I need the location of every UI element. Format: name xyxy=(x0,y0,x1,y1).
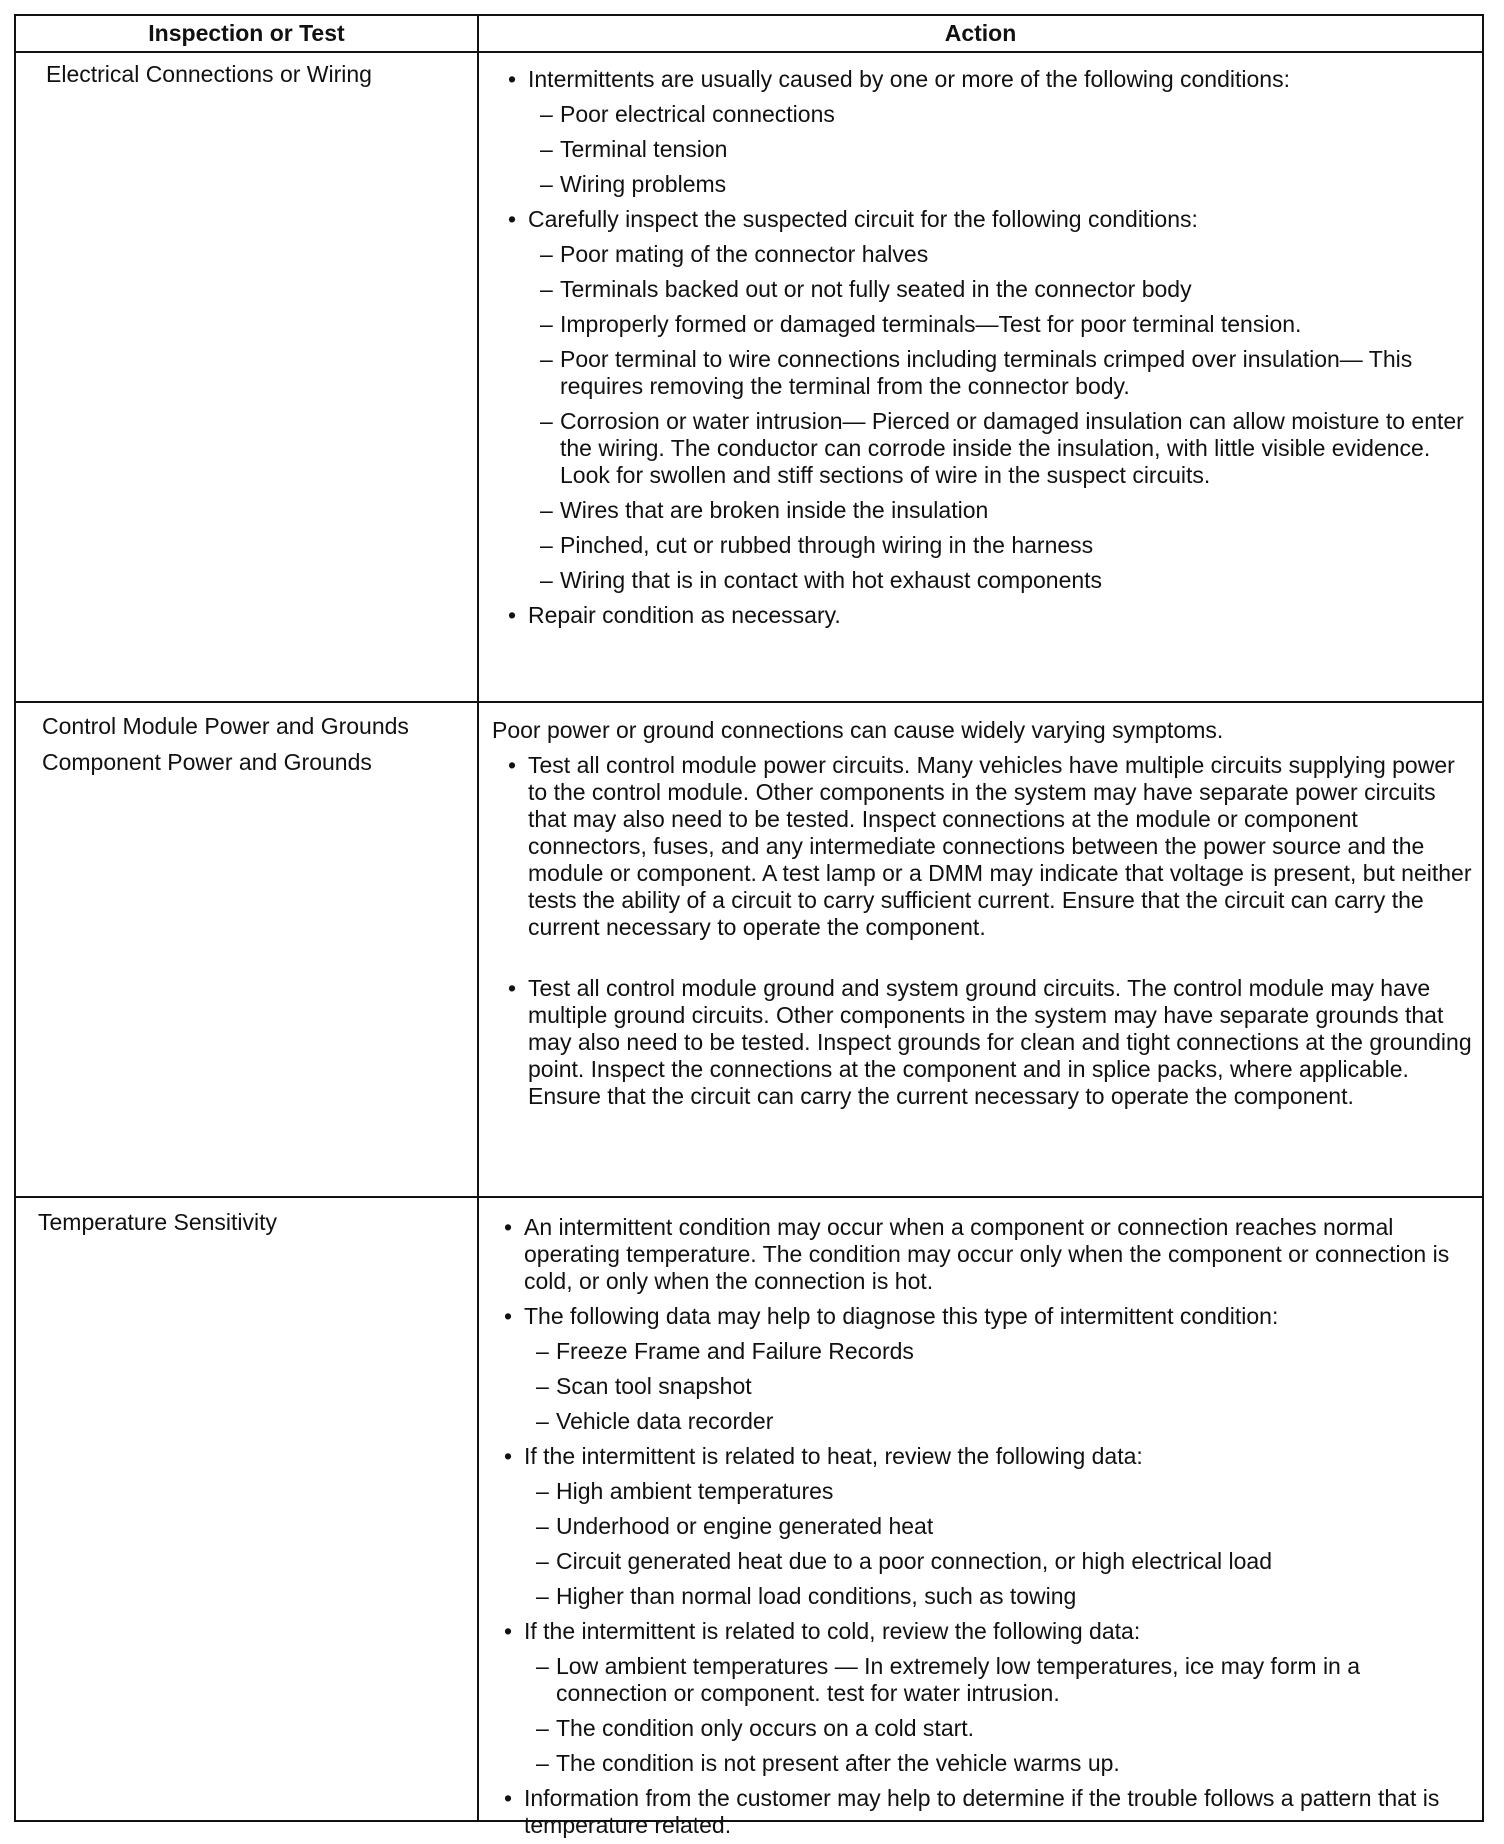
row-label-electrical-connections: Electrical Connections or Wiring xyxy=(46,61,372,87)
bullet-item: • If the intermittent is related to cold, review the following data: xyxy=(500,1614,1472,1649)
sub-item: – Terminals backed out or not fully seated in the connector body xyxy=(504,272,1472,307)
sub-item: – Poor mating of the connector halves xyxy=(504,237,1472,272)
sub-item: – Corrosion or water intrusion— Pierced or damaged insulation can allow moisture to enter the wiring. The conductor can corrode inside the insulation, with little visible evidence. Look for swollen and stiff sections of wire in the suspect circuits. xyxy=(504,404,1472,493)
inspection-table xyxy=(14,14,1484,1838)
bullet-item: • Information from the customer may help to determine if the trouble follows a pattern that is temperature related. xyxy=(500,1781,1472,1843)
sub-item: – Scan tool snapshot xyxy=(500,1369,1472,1404)
sub-item: – Low ambient temperatures — In extremely low temperatures, ice may form in a connection or component. test for water intrusion. xyxy=(500,1649,1472,1711)
sub-item: – Pinched, cut or rubbed through wiring in the harness xyxy=(504,528,1472,563)
sub-item: – High ambient temperatures xyxy=(500,1474,1472,1509)
sub-item: – Wiring problems xyxy=(504,167,1472,202)
bullet-item: • Test all control module ground and system ground circuits. The control module may have multiple ground circuits. Other components in the system may have separate grounds that may also need to be tested. Inspect grounds for clean and tight connections at the grounding point. Inspect the connections at the component and in splice packs, where applicable. Ensure that the circuit can carry the current necessary to operate the component. xyxy=(504,971,1472,1114)
bullet-item: • The following data may help to diagnose this type of intermittent condition: xyxy=(500,1299,1472,1334)
bullet-item: • If the intermittent is related to heat, review the following data: xyxy=(500,1439,1472,1474)
header-divider xyxy=(16,51,1482,53)
sub-item: – Underhood or engine generated heat xyxy=(500,1509,1472,1544)
sub-item: – Poor terminal to wire connections including terminals crimped over insulation— This requires removing the terminal from the connector body. xyxy=(504,342,1472,404)
sub-item: – The condition is not present after the vehicle warms up. xyxy=(500,1746,1472,1781)
bullet-item: • Intermittents are usually caused by one or more of the following conditions: xyxy=(504,62,1472,97)
column-divider xyxy=(477,16,479,1820)
spacer xyxy=(492,945,1472,971)
sub-item: – Higher than normal load conditions, such as towing xyxy=(500,1579,1472,1614)
sub-item: – Wiring that is in contact with hot exhaust components xyxy=(504,563,1472,598)
row-divider xyxy=(16,1196,1482,1198)
sub-item: – Wires that are broken inside the insulation xyxy=(504,493,1472,528)
row-label-control-module-power: Control Module Power and Grounds xyxy=(42,713,409,739)
sub-item: – Circuit generated heat due to a poor connection, or high electrical load xyxy=(500,1544,1472,1579)
sub-item: – Terminal tension xyxy=(504,132,1472,167)
row-divider xyxy=(16,701,1482,703)
sub-item: – Freeze Frame and Failure Records xyxy=(500,1334,1472,1369)
intro-paragraph: Poor power or ground connections can cause widely varying symptoms. xyxy=(492,717,1224,743)
bullet-item: • Carefully inspect the suspected circuit for the following conditions: xyxy=(504,202,1472,237)
bullet-item: • Test all control module power circuits. Many vehicles have multiple circuits supplying power to the control module. Other components in the system may have separate power circuits that may also need to be tested. Inspect connections at the module or component connectors, fuses, and any intermediate connections between the power source and the module or component. A test lamp or a DMM may indicate that voltage is present, but neither tests the ability of a circuit to carry sufficient current. Ensure that the circuit can carry the current necessary to operate the component. xyxy=(504,748,1472,945)
bullet-item: • An intermittent condition may occur when a component or connection reaches normal operating temperature. The condition may occur only when the component or connection is cold, or only when the connection is hot. xyxy=(500,1210,1472,1299)
sub-item: – Poor electrical connections xyxy=(504,97,1472,132)
row-label-temperature-sensitivity: Temperature Sensitivity xyxy=(38,1209,278,1235)
row-label-component-power: Component Power and Grounds xyxy=(42,749,372,775)
sub-item: – Vehicle data recorder xyxy=(500,1404,1472,1439)
sub-item: – The condition only occurs on a cold start. xyxy=(500,1711,1472,1746)
action-cell-temperature xyxy=(500,1210,1472,1843)
action-cell-power-grounds xyxy=(492,713,1472,1114)
action-cell-electrical xyxy=(504,62,1472,633)
bullet-item: • Repair condition as necessary. xyxy=(504,598,1472,633)
column-header-inspection: Inspection or Test xyxy=(148,20,345,46)
column-header-action: Action xyxy=(944,20,1017,46)
sub-item: – Improperly formed or damaged terminals—Test for poor terminal tension. xyxy=(504,307,1472,342)
